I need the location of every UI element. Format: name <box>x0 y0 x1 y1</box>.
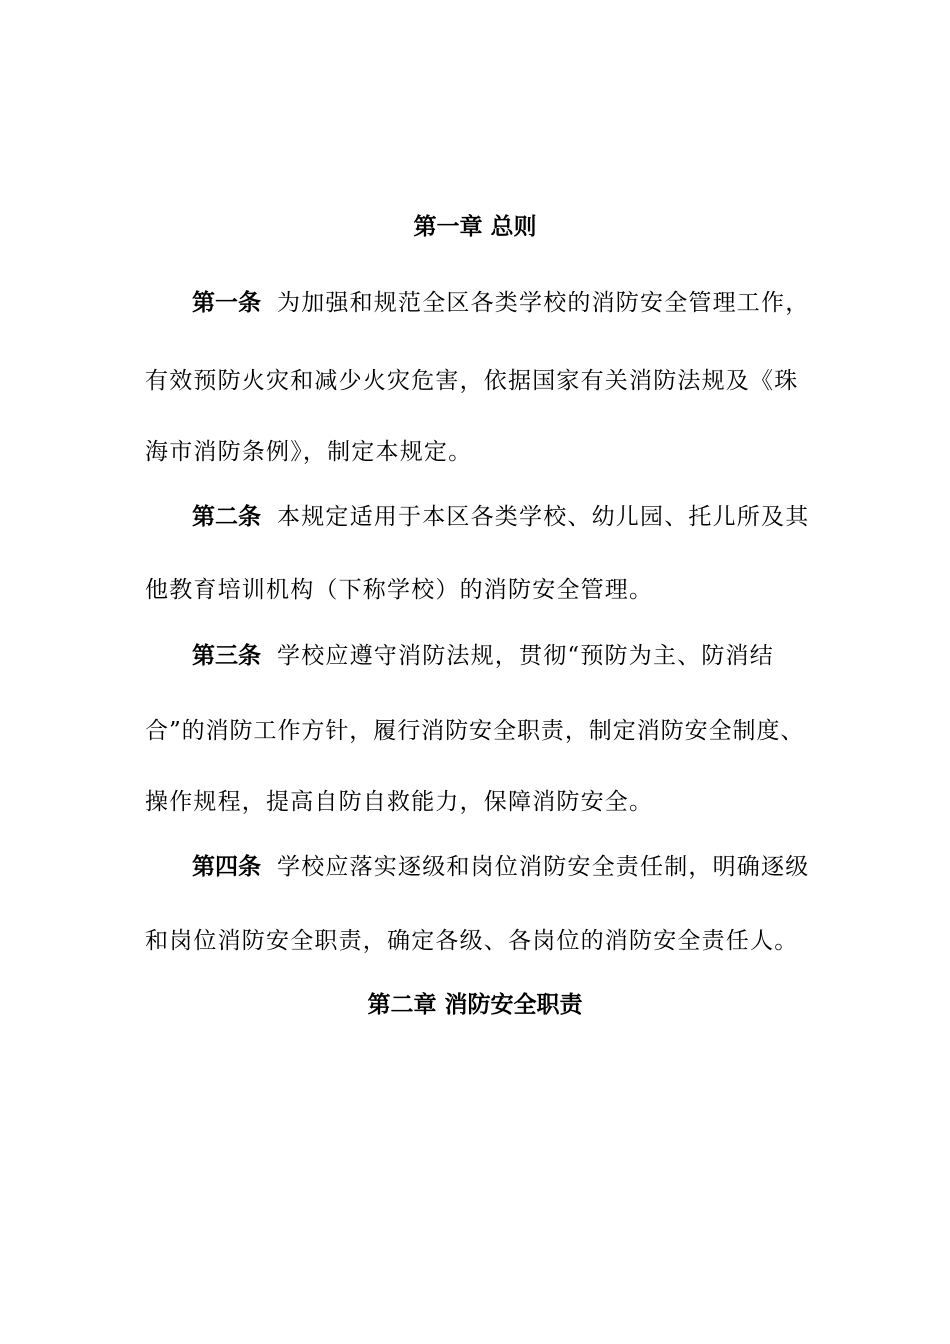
article-3-text-1: 学校应遵守消防法规，贯彻“预防为主、防消结 <box>277 643 774 669</box>
chapter-1-title: 第一章 总则 <box>413 214 537 240</box>
chapter-2-title: 第二章 消防安全职责 <box>367 992 583 1018</box>
article-1-line-2: 有效预防火灾和减少火灾危害，依据国家有关消防法规及《珠 <box>145 368 799 394</box>
article-2-line-2: 他教育培训机构（下称学校）的消防安全管理。 <box>145 577 654 603</box>
article-1-line-3: 海市消防条例》，制定本规定。 <box>145 439 473 465</box>
article-1-number: 第一条 <box>192 290 261 316</box>
article-3-line-1 <box>192 641 810 671</box>
article-3-line-3: 操作规程，提高自防自救能力，保障消防安全。 <box>145 789 654 815</box>
article-3-line-2: 合”的消防工作方针，履行消防安全职责，制定消防安全制度、 <box>145 718 805 744</box>
article-2-number: 第二条 <box>192 504 261 530</box>
article-4-number: 第四条 <box>192 854 261 880</box>
article-4-line-2: 和岗位消防安全职责，确定各级、各岗位的消防安全责任人。 <box>145 928 799 954</box>
article-4-line-1 <box>192 852 810 882</box>
article-1-line-1 <box>192 288 810 318</box>
article-4-text-1: 学校应落实逐级和岗位消防安全责任制，明确逐级 <box>277 854 810 880</box>
article-1-text-1: 为加强和规范全区各类学校的消防安全管理工作， <box>277 290 810 316</box>
article-2-line-1 <box>192 502 810 532</box>
article-3-number: 第三条 <box>192 643 261 669</box>
article-2-text-1: 本规定适用于本区各类学校、幼儿园、托儿所及其 <box>277 504 810 530</box>
